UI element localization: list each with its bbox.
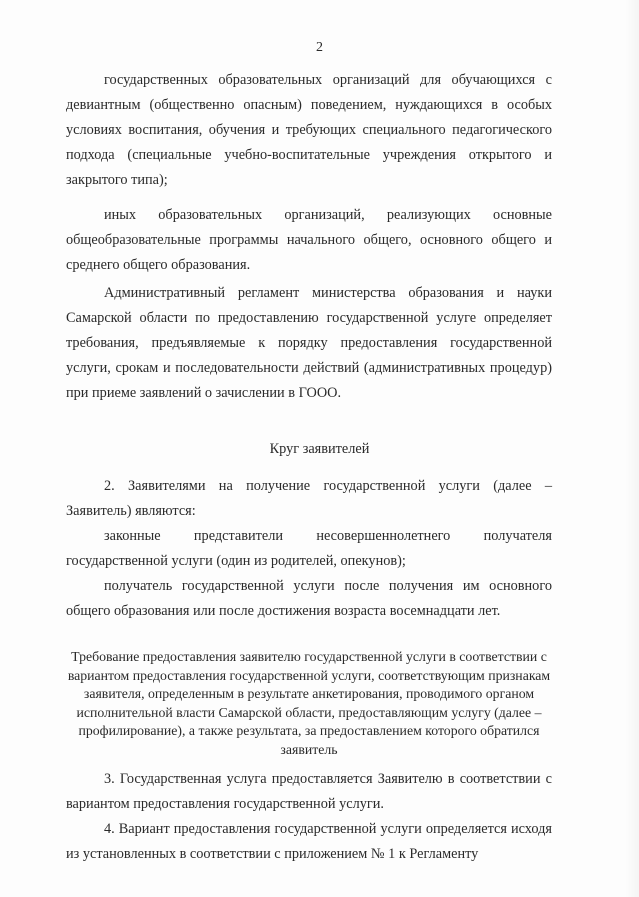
paragraph-administrative-regulation: Административный регламент министерства образования и науки Самарской области по предоставлению государственной услуге определяет требования, предъявляемые к порядку предоставления государственной услуги, срокам и последовательности действий (административных процедур) при приеме заявлений о зачислении в ГООО. — [66, 285, 552, 401]
paragraph-service-variant: 3. Государственная услуга предоставляется Заявителю в соответствии с вариантом предоставления государственной услуги. — [66, 771, 552, 812]
heading-applicants: Круг заявителей — [269, 441, 370, 457]
heading-variant-requirement: Требование предоставления заявителю государственной услуги в соответствии с вариантом предоставления государственной услуги, соответствующим признакам заявителя, определенным в результате анкетирования, проводимого органом исполнительной власти Самарской области, предоставляющим услугу (далее – профилирование), а также результата, за предоставлением которого обратился заявитель — [67, 649, 551, 757]
paragraph-legal-representatives: законные представители несовершеннолетнего получателя государственной услуги (один из родителей, опекунов); — [66, 528, 552, 569]
paragraph-other-organizations: иных образовательных организаций, реализующих основные общеобразовательные программы начального общего, основного общего и среднего общего образования. — [66, 207, 552, 273]
page-number: 2 — [316, 40, 323, 55]
paragraph-applicants-list: 2. Заявителями на получение государственной услуги (далее – Заявитель) являются: — [66, 478, 552, 519]
paragraph-service-recipient: получатель государственной услуги после получения им основного общего образования или после достижения возраста восемнадцати лет. — [66, 578, 552, 619]
paragraph-variant-determination: 4. Вариант предоставления государственной услуги определяется исходя из установленных в соответствии с приложением № 1 к Регламенту — [66, 821, 552, 862]
paragraph-state-organizations: государственных образовательных организаций для обучающихся с девиантным (общественно опасным) поведением, нуждающихся в особых условиях воспитания, обучения и требующих специального педагогического подхода (специальные учебно-воспитательные учреждения открытого и закрытого типа); — [66, 72, 552, 188]
